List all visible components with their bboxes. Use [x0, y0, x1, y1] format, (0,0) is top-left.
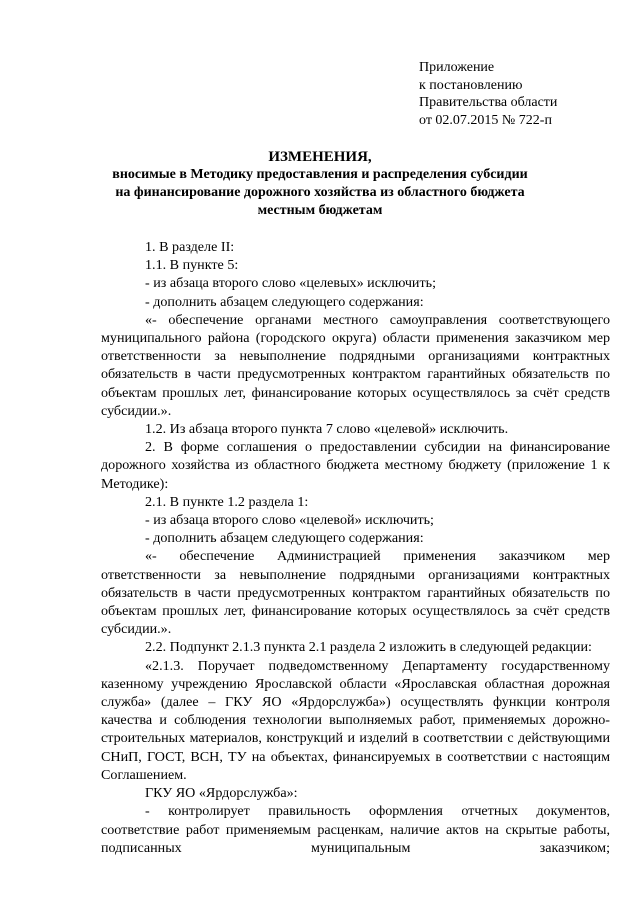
paragraph: «- обеспечение Администрацией применения заказчиком мер ответственности за невыполнение подрядными организациями контрактных обязательств в части предусмотренных контрактом гарантийных обязательств по объектам прошлых лет, финансирование которых осуществлялось за счёт средств субсидии.».	[101, 548, 610, 638]
appendix-line: от 02.07.2015 № 722-п	[419, 112, 552, 128]
appendix-line: Правительства области	[419, 95, 558, 110]
paragraph: - из абзаца второго слово «целевой» исключить;	[145, 512, 434, 529]
paragraph: 2.2. Подпункт 2.1.3 пункта 2.1 раздела 2 изложить в следующей редакции:	[145, 639, 592, 656]
paragraph: ГКУ ЯО «Ярдорслужба»:	[145, 785, 298, 802]
paragraph: «- обеспечение органами местного самоуправления соответствующего муниципального района (городского округа) области применения заказчиком мер ответственности за невыполнение подрядными организациями контрактных обязательств в части предусмотренных контрактом гарантийных обязательств по объектам прошлых лет, финансирование которых осуществлялось за счёт средств субсидии.».	[101, 311, 610, 419]
document-body	[101, 238, 610, 857]
title-line: местным бюджетам	[257, 203, 383, 218]
document-title	[100, 148, 540, 220]
paragraph: 1. В разделе II:	[145, 239, 235, 255]
appendix-line: Приложение	[419, 60, 495, 75]
title-line: вносимые в Методику предоставления и распределения субсидии	[112, 167, 528, 182]
paragraph: 1.2. Из абзаца второго пункта 7 слово «целевой» исключить.	[145, 421, 509, 438]
paragraph: 1.1. В пункте 5:	[145, 257, 239, 274]
paragraph: - контролирует правильность оформления отчетных документов, соответствие работ применяемым расценкам, наличие актов на скрытые работы, подписанных муниципальным заказчиком;	[101, 803, 610, 856]
paragraph: 2. В форме соглашения о предоставлении субсидии на финансирование дорожного хозяйства из областного бюджета местному бюджету (приложение 1 к Методике):	[101, 439, 610, 492]
paragraph: - дополнить абзацем следующего содержания:	[145, 530, 424, 547]
paragraph: 2.1. В пункте 1.2 раздела 1:	[145, 493, 309, 510]
paragraph: «2.1.3. Поручает подведомственному Департаменту государственному казенному учреждению Ярославской области «Ярославская областная дорожная служба» (далее – ГКУ ЯО «Ярдорслужба») осуществлять функции контроля качества и соблюдения технологии выполняемых работ, применяемых дорожно-строительных материалов, конструкций и изделий в соответствии с действующими СНиП, ГОСТ, ВСН, ТУ на объектах, финансируемых в соответствии с настоящим Соглашением.	[101, 657, 610, 783]
title-heading: ИЗМЕНЕНИЯ,	[268, 149, 372, 165]
appendix-line: к постановлению	[419, 77, 523, 93]
appendix-reference	[419, 59, 619, 129]
paragraph: - из абзаца второго слово «целевых» исключить;	[145, 275, 436, 292]
paragraph: - дополнить абзацем следующего содержания:	[145, 293, 424, 310]
title-line: на финансирование дорожного хозяйства из областного бюджета	[115, 185, 525, 200]
